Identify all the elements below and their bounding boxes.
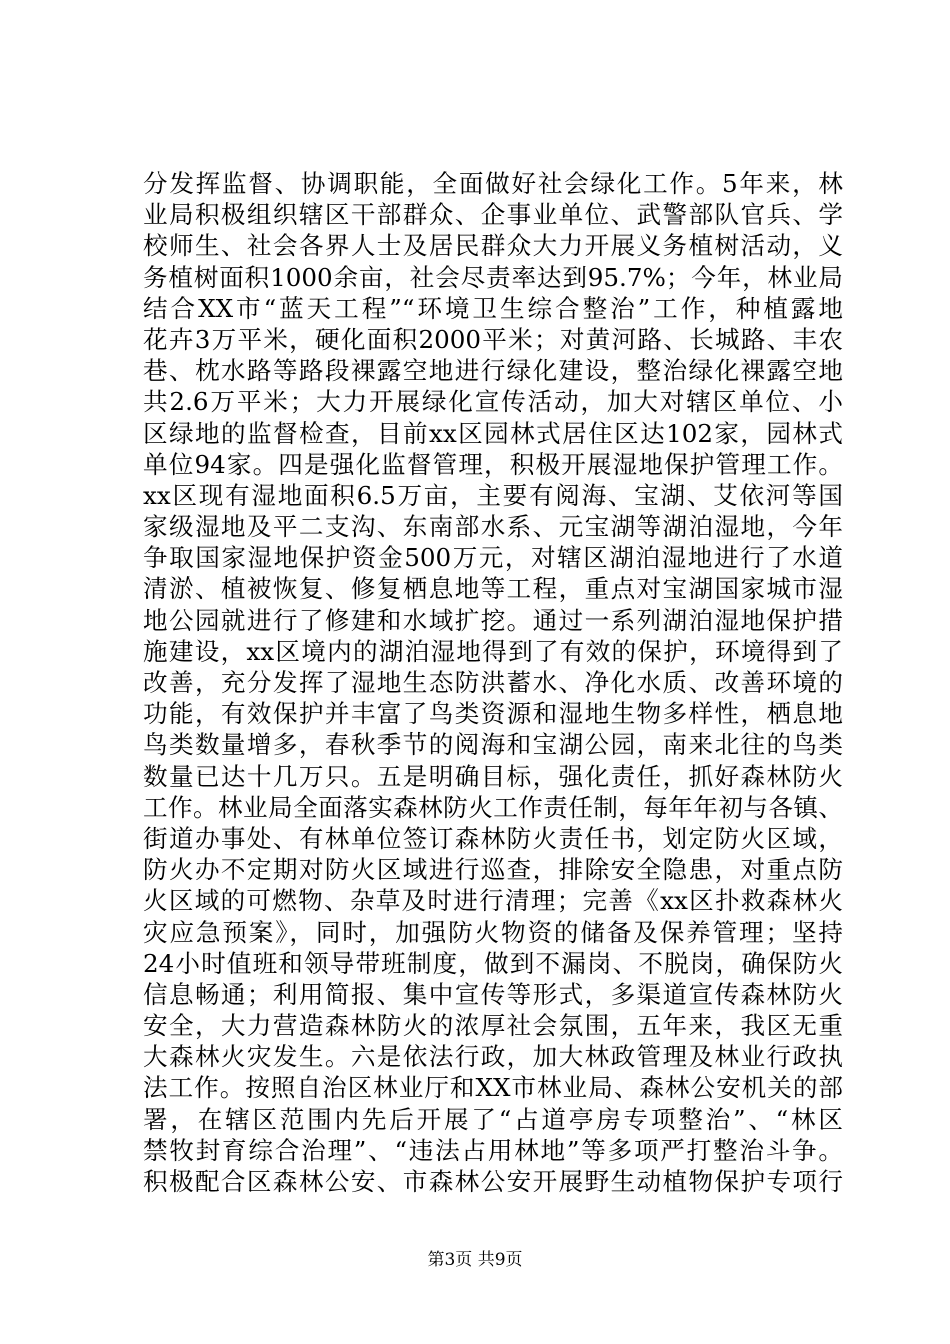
text-line: 单位94家。四是强化监督管理，积极开展湿地保护管理工作。 (143, 449, 843, 479)
text-line: 防火办不定期对防火区域进行巡查，排除安全隐患，对重点防 (143, 855, 843, 885)
text-line: 巷、枕水路等路段裸露空地进行绿化建设，整治绿化裸露空地 (143, 356, 843, 386)
text-line: 争取国家湿地保护资金500万元，对辖区湖泊湿地进行了水道 (143, 543, 843, 573)
text-line: 信息畅通；利用简报、集中宣传等形式，多渠道宣传森林防火 (143, 979, 843, 1009)
text-line: 业局积极组织辖区干部群众、企事业单位、武警部队官兵、学 (143, 200, 843, 230)
text-line: 家级湿地及平二支沟、东南部水系、元宝湖等湖泊湿地，今年 (143, 512, 843, 542)
text-line: 改善，充分发挥了湿地生态防洪蓄水、净化水质、改善环境的 (143, 668, 843, 697)
body-text (143, 168, 843, 1197)
text-line: 街道办事处、有林单位签订森林防火责任书，划定防火区域， (143, 823, 843, 853)
text-line: 数量已达十几万只。五是明确目标，强化责任，抓好森林防火 (143, 761, 843, 791)
text-line: 区绿地的监督检查，目前xx区园林式居住区达102家，园林式 (143, 418, 843, 448)
text-line: 安全，大力营造森林防火的浓厚社会氛围，五年来，我区无重 (143, 1011, 843, 1041)
text-line: 灾应急预案》，同时，加强防火物资的储备及保养管理；坚持 (143, 917, 843, 947)
text-line: 共2.6万平米；大力开展绿化宣传活动，加大对辖区单位、小 (143, 387, 843, 417)
text-line: 地公园就进行了修建和水域扩挖。通过一系列湖泊湿地保护措 (143, 605, 843, 635)
text-line: 24小时值班和领导带班制度，做到不漏岗、不脱岗，确保防火 (143, 948, 843, 978)
text-line: 禁牧封育综合治理”、“违法占用林地”等多项严打整治斗争。 (143, 1135, 843, 1165)
text-line: xx区现有湿地面积6.5万亩，主要有阅海、宝湖、艾依河等国 (143, 480, 843, 510)
text-line: 校师生、社会各界人士及居民群众大力开展义务植树活动，义 (143, 231, 843, 261)
text-line: 积极配合区森林公安、市森林公安开展野生动植物保护专项行 (143, 1167, 843, 1196)
text-line: 功能，有效保护并丰富了鸟类资源和湿地生物多样性，栖息地 (143, 699, 843, 729)
text-line: 花卉3万平米，硬化面积2000平米；对黄河路、长城路、丰农 (143, 324, 843, 354)
text-line: 火区域的可燃物、杂草及时进行清理；完善《xx区扑救森林火 (143, 886, 843, 916)
text-line: 清淤、植被恢复、修复栖息地等工程，重点对宝湖国家城市湿 (143, 574, 843, 604)
text-line: 法工作。按照自治区林业厅和XX市林业局、森林公安机关的部 (143, 1073, 843, 1103)
text-line: 鸟类数量增多，春秋季节的阅海和宝湖公园，南来北往的鸟类 (143, 730, 843, 760)
text-line: 工作。林业局全面落实森林防火工作责任制，每年年初与各镇、 (143, 792, 843, 822)
text-line: 署，在辖区范围内先后开展了“占道亭房专项整治”、“林区 (143, 1104, 843, 1134)
text-line: 施建设，xx区境内的湖泊湿地得到了有效的保护，环境得到了 (143, 636, 843, 666)
text-line: 务植树面积1000余亩，社会尽责率达到95.7%；今年，林业局 (143, 262, 843, 292)
page-footer: 第3页 共9页 (427, 1250, 523, 1270)
text-line: 分发挥监督、协调职能，全面做好社会绿化工作。5年来，林 (143, 169, 843, 198)
text-line: 结合XX市“蓝天工程”“环境卫生综合整治”工作，种植露地 (143, 293, 843, 323)
text-line: 大森林火灾发生。六是依法行政，加大林政管理及林业行政执 (143, 1042, 843, 1072)
